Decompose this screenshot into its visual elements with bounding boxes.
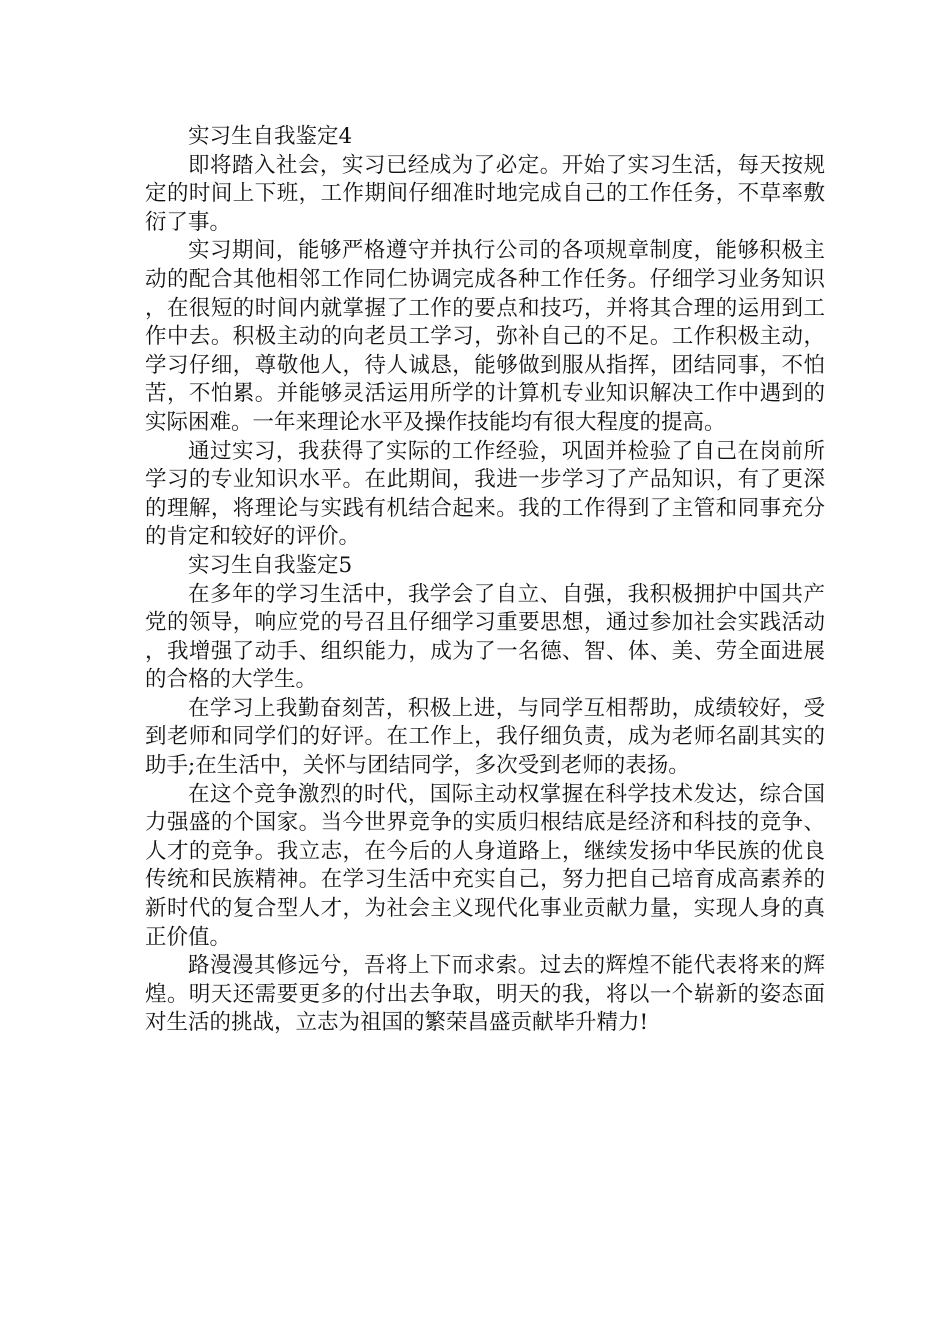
section-heading: 实习生自我鉴定5	[188, 552, 353, 578]
paragraph: 实习期间，能够严格遵守并执行公司的各项规章制度，能够积极主动的配合其他相邻工作同仁协调完成各种工作任务。仔细学习业务知识，在很短的时间内就掌握了工作的要点和技巧，并将其合理的运用到工作中去。积极主动的向老员工学习，弥补自己的不足。工作积极主动，学习仔细，尊敬他人，待人诚恳，能够做到服从指挥，团结同事，不怕苦，不怕累。并能够灵活运用所学的计算机专业知识解决工作中遇到的实际困难。一年来理论水平及操作技能均有很大程度的提高。	[145, 238, 825, 435]
paragraph: 在多年的学习生活中，我学会了自立、自强，我积极拥护中国共产党的领导，响应党的号召且仔细学习重要思想，通过参加社会实践活动，我增强了动手、组织能力，成为了一名德、智、体、美、劳全面进展的合格的大学生。	[145, 581, 825, 693]
paragraph: 在这个竞争激烈的时代，国际主动权掌握在科学技术发达，综合国力强盛的个国家。当今世界竞争的实质归根结底是经济和科技的竞争、人才的竞争。我立志，在今后的人身道路上，继续发扬中华民族的优良传统和民族精神。在学习生活中充实自己，努力把自己培育成高素养的新时代的复合型人才，为社会主义现代化事业贡献力量，实现人身的真正价值。	[145, 781, 825, 950]
paragraph: 即将踏入社会，实习已经成为了必定。开始了实习生活，每天按规定的时间上下班，工作期间仔细准时地完成自己的工作任务，不草率敷衍了事。	[145, 152, 825, 235]
section-heading: 实习生自我鉴定4	[188, 124, 353, 149]
section-2	[145, 552, 825, 1038]
section-1	[145, 123, 825, 552]
paragraph: 路漫漫其修远兮，吾将上下而求索。过去的辉煌不能代表将来的辉煌。明天还需要更多的付出去争取，明天的我，将以一个崭新的姿态面对生活的挑战，立志为祖国的繁荣昌盛贡献毕升精力!	[145, 953, 825, 1036]
paragraph: 通过实习，我获得了实际的工作经验，巩固并检验了自己在岗前所学习的专业知识水平。在此期间，我进一步学习了产品知识，有了更深的理解，将理论与实践有机结合起来。我的工作得到了主管和同事充分的肯定和较好的评价。	[145, 438, 825, 550]
document-page	[145, 123, 825, 1038]
paragraph: 在学习上我勤奋刻苦，积极上进，与同学互相帮助，成绩较好，受到老师和同学们的好评。在工作上，我仔细负责，成为老师名副其实的助手;在生活中，关怀与团结同学，多次受到老师的表扬。	[145, 695, 825, 779]
